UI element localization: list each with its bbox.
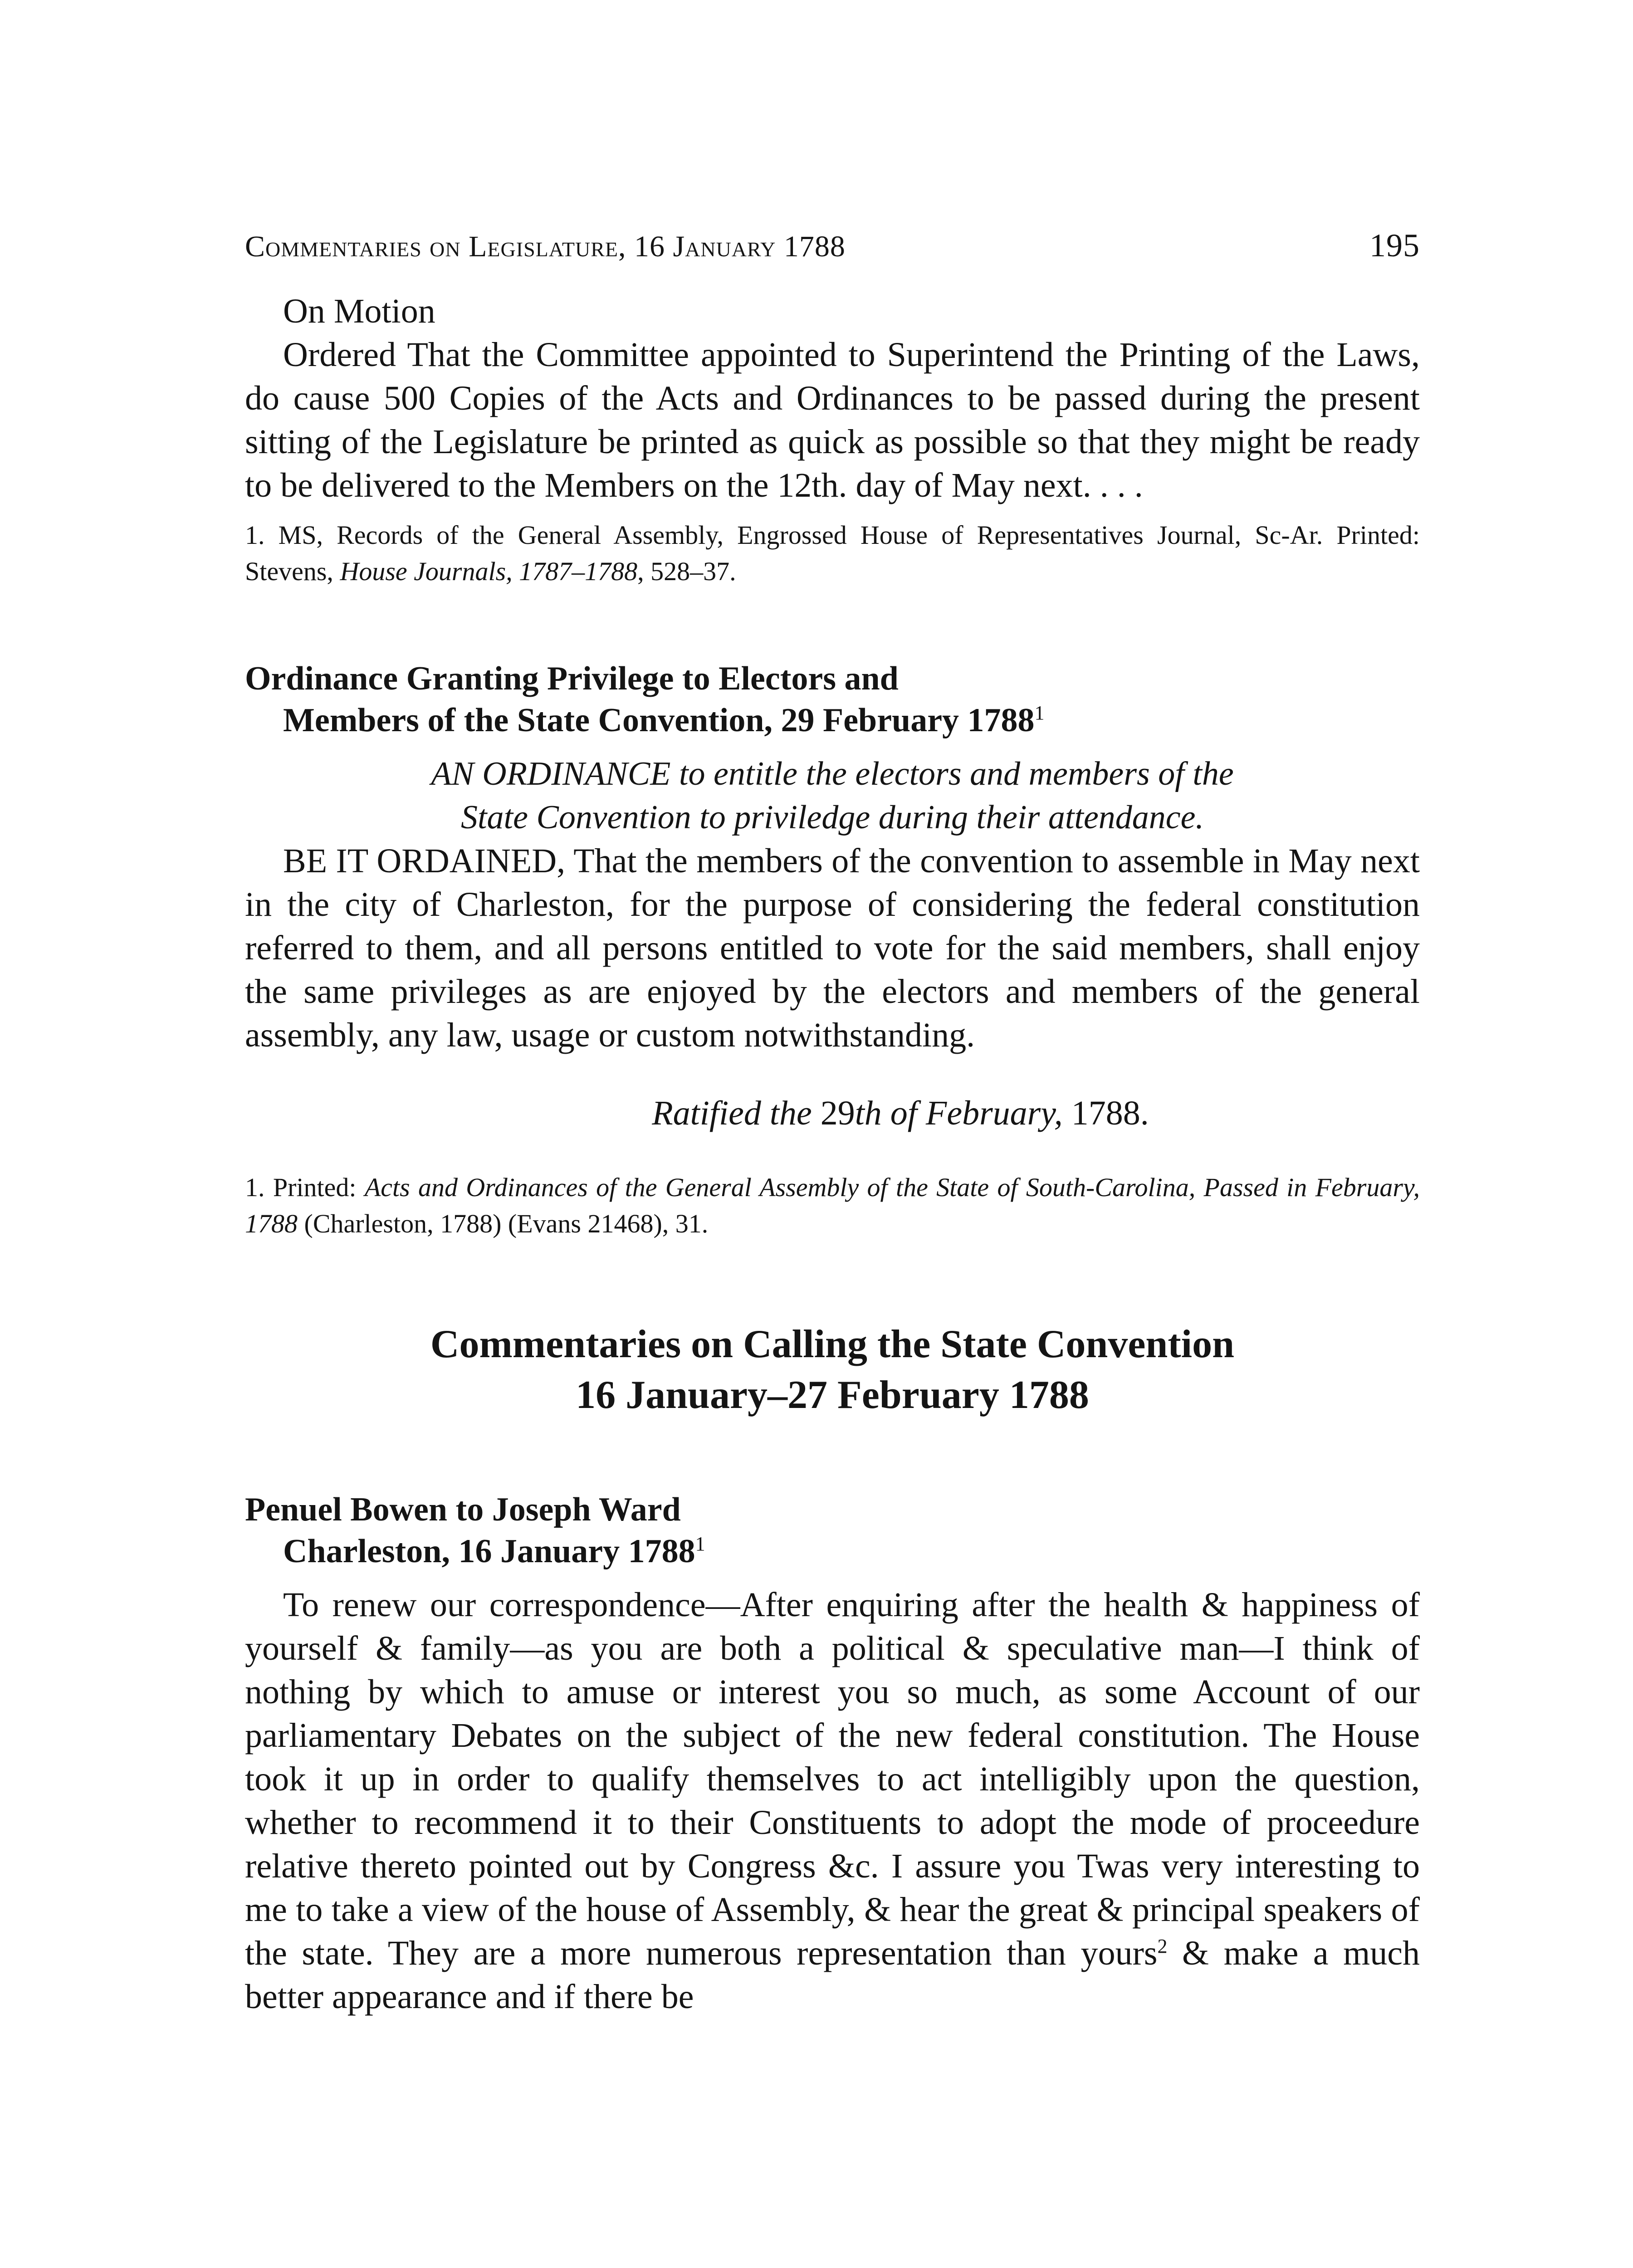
section-title [245,1319,1420,1421]
ordinance-subtitle [245,752,1420,839]
ordinance-heading [245,658,1420,741]
letter-heading-line1: Penuel Bowen to Joseph Ward [245,1491,681,1528]
footnote-1-prefix: 1. MS, Records of the General Assembly, Engrossed House of Representatives Journal, Sc-Ar. Printed: Stevens, [245,520,1420,586]
letter-footnote-marker: 1 [695,1533,705,1555]
ratified-italic-2: th of February, [855,1094,1063,1132]
letter-body [245,1583,1420,2019]
footnote-2 [245,1169,1420,1242]
ordinance-subtitle-line2: State Convention to priviledge during their attendance. [461,799,1204,836]
section-title-line1: Commentaries on Calling the State Convention [430,1322,1235,1366]
ordinance-heading-line2-text: Members of the State Convention, 29 February 1788 [283,702,1035,739]
ratified-italic-1: Ratified the [652,1094,821,1132]
document-page [245,227,1420,2019]
letter-heading-line2 [245,1530,1420,1572]
running-head [245,227,1420,264]
footnote-1 [245,517,1420,590]
footnote-1-italic: House Journals, 1787–1788 [340,557,638,586]
ratified-date: 29 [820,1094,855,1132]
running-head-title: Commentaries on Legislature, 16 January 1788 [245,230,846,263]
letter-heading [245,1489,1420,1572]
motion-line: On Motion [283,292,435,330]
ordinance-ratified [245,1091,1420,1135]
ordinance-heading-line2 [245,699,1420,741]
letter-heading-line2-text: Charleston, 16 January 1788 [283,1533,695,1570]
page-number: 195 [1369,227,1420,264]
section-title-line2: 16 January–27 February 1788 [576,1373,1089,1417]
ratified-year: 1788. [1062,1094,1149,1132]
ordinance-heading-line1: Ordinance Granting Privilege to Electors and [245,660,899,697]
letter-body-part2: & make a much better appearance and if there be [245,1934,1420,2016]
footnote-2-italic: Acts and Ordinances of the General Assembly of the State of South-Carolina, Passed in February, 1788 [245,1173,1420,1238]
ordinance-footnote-marker: 1 [1034,702,1045,724]
footnote-1-suffix: , 528–37. [637,557,736,586]
ordinance-subtitle-line1: AN ORDINANCE to entitle the electors and members of the [431,755,1234,792]
footnote-2-prefix: 1. Printed: [245,1173,365,1202]
footnote-2-suffix: (Charleston, 1788) (Evans 21468), 31. [298,1209,709,1238]
ordinance-body: BE IT ORDAINED, That the members of the convention to assemble in May next in the city of Charleston, for the purpose of considering the federal constitution referred to them, and all persons entitled to vote for the said members, shall enjoy the same privileges as are enjoyed by the electors and members of the general assembly, any law, usage or custom notwithstanding. [245,842,1420,1054]
letter-body-footnote-marker: 2 [1157,1935,1168,1957]
letter-body-part1: To renew our correspondence—After enquiring after the health & happiness of yourself & family—as you are both a political & speculative man—I think of nothing by which to amuse or interest you so much, as some Account of our parliamentary Debates on the subject of the new federal constitution. The House took it up in order to qualify themselves to act intelligibly upon the question, whether to recommend it to their Constituents to adopt the mode of proceedure relative thereto pointed out by Congress &c. I assure you Twas very interesting to me to take a view of the house of Assembly, & hear the great & principal speakers of the state. They are a more numerous representation than yours [245,1586,1420,1972]
motion-body: Ordered That the Committee appointed to Superintend the Printing of the Laws, do cause 500 Copies of the Acts and Ordinances to be passed during the present sitting of the Legislature be printed as quick as possible so that they might be ready to be delivered to the Members on the 12th. day of May next. . . . [245,336,1420,504]
